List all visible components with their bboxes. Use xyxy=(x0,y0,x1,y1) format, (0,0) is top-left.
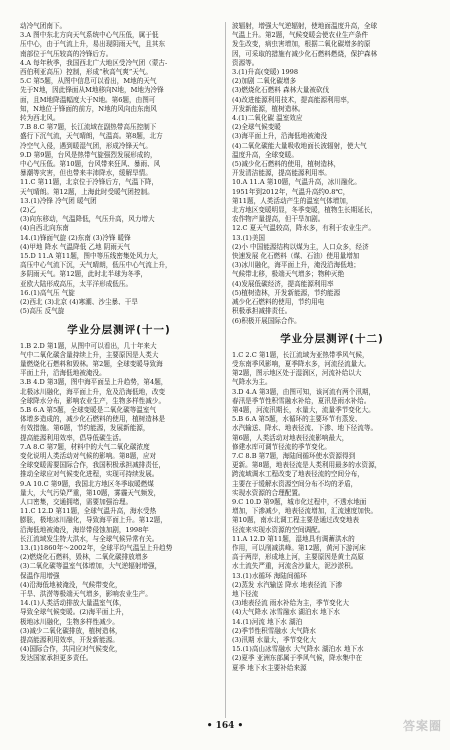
answer-line: 跨流域调水工程改变了地表径流的空间分布， xyxy=(232,470,364,479)
answer-line: 冷空气入侵，遇到暖湿气团，形成冷锋天气。 xyxy=(20,141,152,150)
answer-line: 北方地区变暖明显，冬季变暖，植物生长期延长， xyxy=(232,206,378,215)
answer-line: 增加，下渗减少，地表径流增加，汇流速度加快。 xyxy=(232,507,378,516)
answer-line: 推动全球应对气候变化进程，实现可持续发展。 xyxy=(20,470,159,479)
answer-line: 气降水为主。 xyxy=(232,378,272,387)
answer-line: 水汽输送、降水、地表径流、下渗、地下径流等。 xyxy=(232,424,378,433)
answer-line: 提高能源利用效率，倡导低碳生活。 xyxy=(20,433,126,442)
answer-line: 中心气压低。第10题，台风带来狂风、暴雨、风 xyxy=(20,160,161,169)
watermark-logo: 答案圈 xyxy=(402,719,442,733)
answer-line: 3.D 4.A 第3题，由图可知，该河流有两个汛期， xyxy=(232,387,376,396)
answer-line: 面，且M地降温幅度大于N地。第6题，由图可 xyxy=(20,95,156,104)
answer-line: 知，N地位于锋面的前方，N地的风向由东南风 xyxy=(20,104,157,113)
answer-line: 量大，大气污染严重，第10题，雾霾天气频发， xyxy=(20,488,161,497)
answer-line: 动冷气团南下。 xyxy=(20,22,67,30)
answers-block-10 xyxy=(20,22,218,317)
answer-line: 10.A 11.A 第10题，气温升高，冰川融化。 xyxy=(232,178,361,187)
answer-line: 11.A 12.D 第11题，湿地具有调蓄洪水的 xyxy=(232,534,355,543)
answer-line: 西伯利亚高压）控制，形成“秋高气爽”天气。 xyxy=(20,68,153,77)
answer-line: (4)大气降水 冰雪融水 湖泊水 地下水 xyxy=(232,608,340,617)
left-column xyxy=(20,22,218,664)
answer-line: 保温作用增强 xyxy=(20,571,60,580)
answer-line: 径流来实现水资源的空间调配。 xyxy=(232,525,325,534)
answer-line: (4)沿海低地被淹没，气候带变化， xyxy=(20,580,122,589)
answer-line: 13.(1)冷锋 冷气团 暖气团 xyxy=(20,196,97,205)
answer-line: 第4题，河流汛期长，水量大，流量季节变化大。 xyxy=(232,405,375,414)
answer-line: 第11题，人类活动产生的温室气体增加， xyxy=(232,196,353,205)
answer-line: 16.(1)高气压 气旋 xyxy=(20,288,75,297)
answer-line: 5.B 6.A 第5题，水循环的主要环节有蒸发、 xyxy=(232,415,362,424)
section-title-11: 学业分层测评(十一) xyxy=(67,323,171,336)
answer-line: 水土流失严重，河流含沙量大，泥沙淤积。 xyxy=(232,562,358,571)
answer-line: 15.(1)高山冰雪融水 大气降水 湖泊水 地下水 xyxy=(232,645,364,654)
answer-line: 第6题，人类活动对地表径流影响最大， xyxy=(232,433,349,442)
answer-line: 多阴雨天气。第12题，此时北半球为冬季， xyxy=(20,270,148,279)
answer-line: 受东南季风影响，夏季降水多，河流径流量大。 xyxy=(232,359,371,368)
answer-line: 量燃烧化石燃料和毁林。第2题，全球变暖导致海 xyxy=(20,359,163,368)
answer-line: 7.B 8.C 第7题，长江流域在副热带高压控制下 xyxy=(20,123,157,132)
answer-line: 实现水资源的合理配置。 xyxy=(232,488,305,497)
answer-line: 春汛是季节性积雪融水补给，夏汛是雨水补给。 xyxy=(232,396,371,405)
answer-line: 3.A 图中东北方向天气系统中心气压低，属于低 xyxy=(20,31,159,40)
answer-line: 沿海低地被淹没，海岸带侵蚀加剧，1998年 xyxy=(20,525,149,534)
answer-line: 第2题，图示地区处于湿润区，河流补给以大 xyxy=(232,369,362,378)
answer-line: 压中心，由于气流上升，易出现阴雨天气，且其东 xyxy=(20,40,166,49)
answer-line: (4)自西北向东南 xyxy=(20,224,69,233)
answer-line: 全球降水分布，影响农业生产，生物多样性减少。 xyxy=(20,396,166,405)
answer-line: 长江流域发生特大洪水，与全球气候异常有关。 xyxy=(20,534,159,543)
answer-line: 7.C 8.B 第7题，海陆间循环使水资源得到 xyxy=(232,451,356,460)
answer-line: 5.C 第5题，从图中信息可以看出，M地的天气 xyxy=(20,77,157,86)
answer-line: (3)汛期 水量大，季节变化大 xyxy=(232,636,316,644)
answer-line: 15.D 11.A 第11题，图中等压线密集处风力大， xyxy=(20,252,163,261)
answer-line: 气中二氧化碳含量持续上升，主要原因是人类大 xyxy=(20,350,159,359)
answer-line: 减少化石燃料的使用，节约用电 xyxy=(232,298,325,307)
answer-line: (3)海平面上升，沿海低地被淹没 xyxy=(232,132,328,141)
answer-line: 波辐射，增强大气逆辐射，使地面温度升高，全球 xyxy=(232,22,378,30)
answer-line: (3)减少二氧化碳排放，植树造林， xyxy=(20,626,122,635)
answers-block-12 xyxy=(232,351,432,673)
answer-line: 13.(1)水循环 海陆间循环 xyxy=(232,571,307,580)
answer-line: 气温上升。第2题，气候变暖会使农业生产条件 xyxy=(232,31,369,40)
answer-line: 平面上升，沿海低地被淹没。 xyxy=(20,369,106,378)
answer-line: 气候带北移，极端天气增多；物种灭绝 xyxy=(232,270,345,279)
answer-line: 9.C 10.D 第9题，城市化过程中，不透水地面 xyxy=(232,497,367,506)
answer-line: 亚欧大陆形成高压，太平洋形成低压。 xyxy=(20,279,133,288)
answer-line: 全球变暖需要国际合作，我国积极承担减排责任， xyxy=(20,461,166,470)
answer-line: 变化说明人类活动对气候的影响。第8题，应对 xyxy=(20,451,157,460)
answer-line: 13.(1)1860年～2002年，全球平均气温呈上升趋势 xyxy=(20,543,173,552)
answer-line: (2)燃烧化石燃料，毁林，二氧化碳排放增多 xyxy=(20,553,149,562)
answer-line: 12.C 夏天气温较高，降水多，有利于农业生产。 xyxy=(232,224,375,233)
answer-line: (2)乙 xyxy=(20,206,36,215)
answer-line: 开发清洁能源，提高能源利用率。 xyxy=(232,169,331,178)
column-divider xyxy=(225,22,226,718)
answer-line: 地下径流 xyxy=(232,589,259,598)
answer-line: (2)夏季 亚洲东部属于季风气候，降水集中在 xyxy=(232,654,363,663)
answer-line: (4)二氧化碳能大量吸收地面长波辐射，使大气 xyxy=(232,141,367,150)
answer-line: (4)改进能源利用技术，提高能源利用率， xyxy=(232,95,354,104)
answer-line: (4)发展低碳经济，提高能源利用率 xyxy=(232,279,334,288)
answer-line: 4.(1)二氧化碳 温室效应 xyxy=(232,114,303,123)
answer-line: 发生改变，病虫害增加，根据二氧化碳增多的原 xyxy=(232,40,371,49)
answer-line: (2)季节性积雪融水 大气降水 xyxy=(232,626,316,635)
answer-line: (3)二氧化碳等温室气体增加，大气逆辐射增强， xyxy=(20,562,162,571)
answer-line: 北极冰川融化，海平面上升，危及沿海低地，改变 xyxy=(20,387,166,396)
answer-line: 高于两岸，形成地上河，主要原因是黄土高原 xyxy=(232,553,364,562)
answer-line: (5)减少化石燃料的使用，植树造林， xyxy=(232,160,341,169)
answer-line: (2)全球气候变暖 xyxy=(232,123,281,132)
answer-line: 快速发展 化石燃料（煤、石油）使用量增加 xyxy=(232,252,360,261)
answer-line: 第10题，南水北调工程主要是通过改变地表 xyxy=(232,516,360,525)
answer-line: 体增多造成的，减少化石燃料的使用，植树造林是 xyxy=(20,415,166,424)
answer-line: 盛行下沉气流，天气晴朗，气温高。第8题，北方 xyxy=(20,132,163,141)
answer-line: 5.B 6.A 第5题，全球变暖是二氧化碳等温室气 xyxy=(20,405,157,414)
answer-line: (2)蒸发 水汽输送 降水 地表径流 下渗 xyxy=(232,580,343,589)
answer-line: 1.B 2.D 第1题，从图中可以看出，几十年来大 xyxy=(20,341,157,350)
answer-line: 暴潮等灾害，但也带来丰沛降水，缓解旱情。 xyxy=(20,169,152,178)
answer-line: 7.A 8.C 第7题，材料中的大气二氧化碳浓度 xyxy=(20,442,150,451)
answer-line: (2)小 中国能源结构以煤为主，人口众多，经济 xyxy=(232,242,369,251)
answer-line: 更新。第8题，地表径流是人类利用最多的水资源， xyxy=(232,461,382,470)
answer-line: 14.(1)锋面气旋 (2)东南 (3)冷锋 暖锋 xyxy=(20,233,131,242)
answer-line: (3)向东移动，气温降低，气压升高，风力增大 xyxy=(20,215,155,224)
right-column xyxy=(232,22,432,673)
answer-line: (3)燃烧化石燃料 森林大量被砍伐 xyxy=(232,86,330,95)
answer-line: 1951年到2012年，气温升高约0.8℃， xyxy=(232,187,350,196)
answer-line: 9.D 第9题，台风是热带气旋强烈发展形成的， xyxy=(20,150,157,159)
answer-line: 南部位于气压较高的冷锋后方。 xyxy=(20,49,113,58)
answer-line: 夏季 地下水主要补给来源 xyxy=(232,663,307,672)
answer-line: 11.C 第11题，北京位于冷锋后方，气温下降， xyxy=(20,178,159,187)
answer-line: (3)冰川融化，海平面上升，淹没沿海低地； xyxy=(232,261,361,270)
answer-line: 3.B 4.D 第3题，图中海平面呈上升趋势，第4题， xyxy=(20,378,168,387)
answer-line: 3.(1)升高(变暖) 1998 xyxy=(232,68,299,77)
answer-line: 资源等。 xyxy=(232,58,259,67)
answer-line: (6)积极开展国际合作。 xyxy=(232,316,301,325)
answer-line: 提高能源利用效率，开发新能源。 xyxy=(20,636,119,644)
answer-line: 导致全球气候变暖。(2)海平面上升， xyxy=(20,608,129,617)
answer-line: 积极承担减排责任。 xyxy=(232,307,292,316)
answer-line: 9.A 10.C 第9题，我国北方地区冬季取暖燃煤 xyxy=(20,479,154,488)
answer-line: (4)甲地 降水 气温降低 乙地 阴雨天气 xyxy=(20,242,131,251)
answer-line: 人口密集，交通拥堵，需要加强治理。 xyxy=(20,497,133,506)
answer-line: 作用，可以削减洪峰。第12题，黄河下游河床 xyxy=(232,543,366,552)
answer-line: 温度升高，全球变暖。 xyxy=(232,150,298,159)
answer-line: 主要在于缓解水资源空间分布不均的矛盾， xyxy=(232,479,358,488)
answer-line: 14.(1)人类活动排放大量温室气体， xyxy=(20,599,126,608)
answer-line: 农作物产量提高，但干旱加剧。 xyxy=(232,215,325,224)
answer-line: 高压中心气流下沉，天气晴朗，低压中心气流上升， xyxy=(20,261,172,270)
page-number: • 164 • xyxy=(206,721,244,731)
answers-block-11-continued xyxy=(232,22,432,326)
answer-line: 4.A 每年秋季，我国西北广大地区受冷气团（蒙古- xyxy=(20,58,168,67)
answer-line: 膨胀，极地冰川融化，导致海平面上升。第12题， xyxy=(20,516,167,525)
answer-line: (3)地表径流 雨水补给为主，季节变化大 xyxy=(232,599,349,608)
section-title-12: 学业分层测评(十二) xyxy=(280,332,384,345)
answer-line: 因，可采取的措施有减少化石燃料燃烧，保护森林 xyxy=(232,49,378,58)
answer-line: 发达国家承担更多责任。 xyxy=(20,654,93,663)
answer-line: 11.C 12.D 第11题，全球气温升高，海水受热 xyxy=(20,507,157,516)
answer-line: 先于N地，因此锋面从M地移向N地，M地为冷锋 xyxy=(20,86,164,95)
answer-line: 13.(1)美国 xyxy=(232,233,266,242)
answer-line: (4)国际合作，共同应对气候变化， xyxy=(20,645,122,654)
answer-line: 14.(1)河流 地下水 湖泊 xyxy=(232,617,303,626)
answer-line: (5)高压 反气旋 xyxy=(20,307,65,316)
answers-block-11 xyxy=(20,342,218,664)
answer-line: 修建水库可调节径流的季节变化。 xyxy=(232,442,331,451)
answer-line: (2)加剧 二氧化碳增多 xyxy=(232,77,297,86)
answer-line: (2)西北 (3)北京 (4)寒潮、沙尘暴、干旱 xyxy=(20,298,138,307)
answer-line: 开发新能源，植树造林。 xyxy=(232,104,305,113)
answer-line: 转为西北风。 xyxy=(20,114,60,123)
answer-line: 1.C 2.C 第1题，长江流域为亚热带季风气候， xyxy=(232,350,369,359)
answer-line: 有效措施。第6题，节约能源，发展新能源， xyxy=(20,424,150,433)
answer-line: 极地冰川融化，生物多样性减少。 xyxy=(20,617,119,626)
answer-line: 干旱、洪涝等极端天气增多，影响农业生产。 xyxy=(20,589,152,598)
answer-line: 天气晴朗。第12题，上海此时受暖气团控制。 xyxy=(20,187,154,196)
answer-line: (5)植树造林，开发新能源，节约能源 xyxy=(232,288,341,297)
